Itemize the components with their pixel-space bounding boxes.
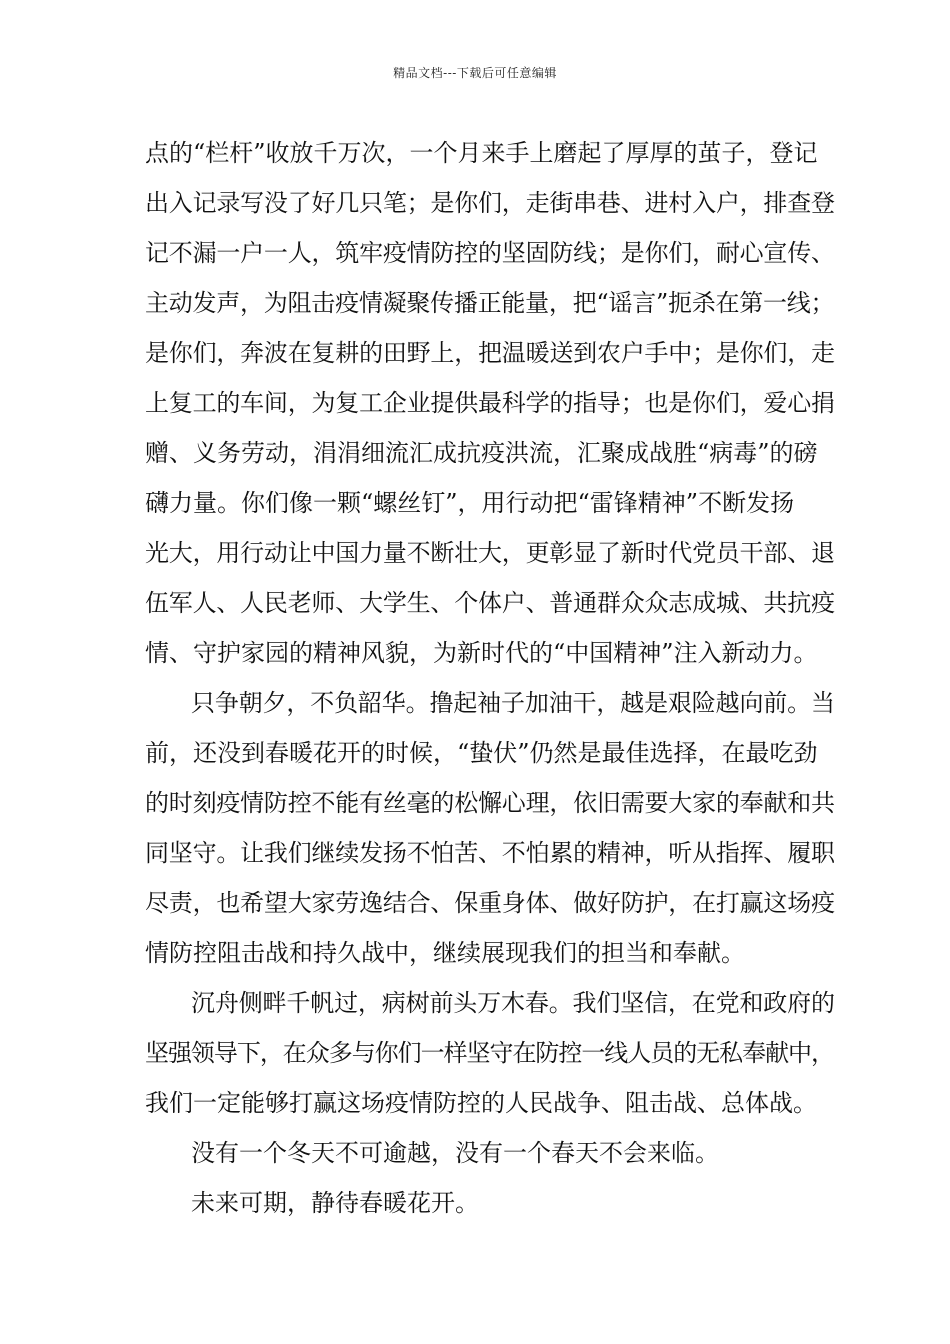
text-line: 主动发声，为阻击疫情凝聚传播正能量，把“谣言”扼杀在第一线； [145,289,835,317]
text-line: 赠、义务劳动，涓涓细流汇成抗疫洪流，汇聚成战胜“病毒”的磅 [145,439,818,467]
text-line: 伍军人、人民老师、大学生、个体户、普通群众众志成城、共抗疫 [145,589,835,617]
text-line: 同坚守。让我们继续发扬不怕苦、不怕累的精神，听从指挥、履职 [145,839,835,867]
text-line: 出入记录写没了好几只笔；是你们，走街串巷、进村入户，排查登 [145,189,835,217]
text-line: 坚强领导下，在众多与你们一样坚守在防控一线人员的无私奉献中， [145,1039,834,1067]
text-line: 光大，用行动让中国力量不断壮大，更彰显了新时代党员干部、退 [145,539,835,567]
paragraph-start-line: 未来可期，静待春暖花开。 [191,1189,479,1217]
text-line: 情防控阻击战和持久战中，继续展现我们的担当和奉献。 [145,939,745,967]
text-line: 情、守护家园的精神风貌，为新时代的“中国精神”注入新动力。 [145,639,818,667]
text-line: 前，还没到春暖花开的时候，“蛰伏”仍然是最佳选择，在最吃劲 [145,739,818,767]
page-header: 精品文档---下载后可任意编辑 [393,66,557,80]
text-line: 记不漏一户一人，筑牢疫情防控的坚固防线；是你们，耐心宣传、 [145,239,835,267]
text-line: 我们一定能够打赢这场疫情防控的人民战争、阻击战、总体战。 [145,1089,817,1117]
text-line: 是你们，奔波在复耕的田野上，把温暖送到农户手中；是你们，走 [145,339,835,367]
text-line: 尽责，也希望大家劳逸结合、保重身体、做好防护，在打赢这场疫 [145,889,835,917]
text-line: 上复工的车间，为复工企业提供最科学的指导；也是你们，爱心捐 [145,389,835,417]
paragraph-start-line: 只争朝夕，不负韶华。撸起袖子加油干，越是艰险越向前。当 [191,689,835,717]
text-line: 点的“栏杆”收放千万次，一个月来手上磨起了厚厚的茧子，登记 [145,139,818,167]
text-line: 礴力量。你们像一颗“螺丝钉”，用行动把“雷锋精神”不断发扬 [145,489,795,517]
paragraph-start-line: 沉舟侧畔千帆过，病树前头万木春。我们坚信，在党和政府的 [191,989,835,1017]
body-text [145,128,835,1228]
paragraph-start-line: 没有一个冬天不可逾越，没有一个春天不会来临。 [191,1139,719,1167]
text-line: 的时刻疫情防控不能有丝毫的松懈心理，依旧需要大家的奉献和共 [145,789,835,817]
